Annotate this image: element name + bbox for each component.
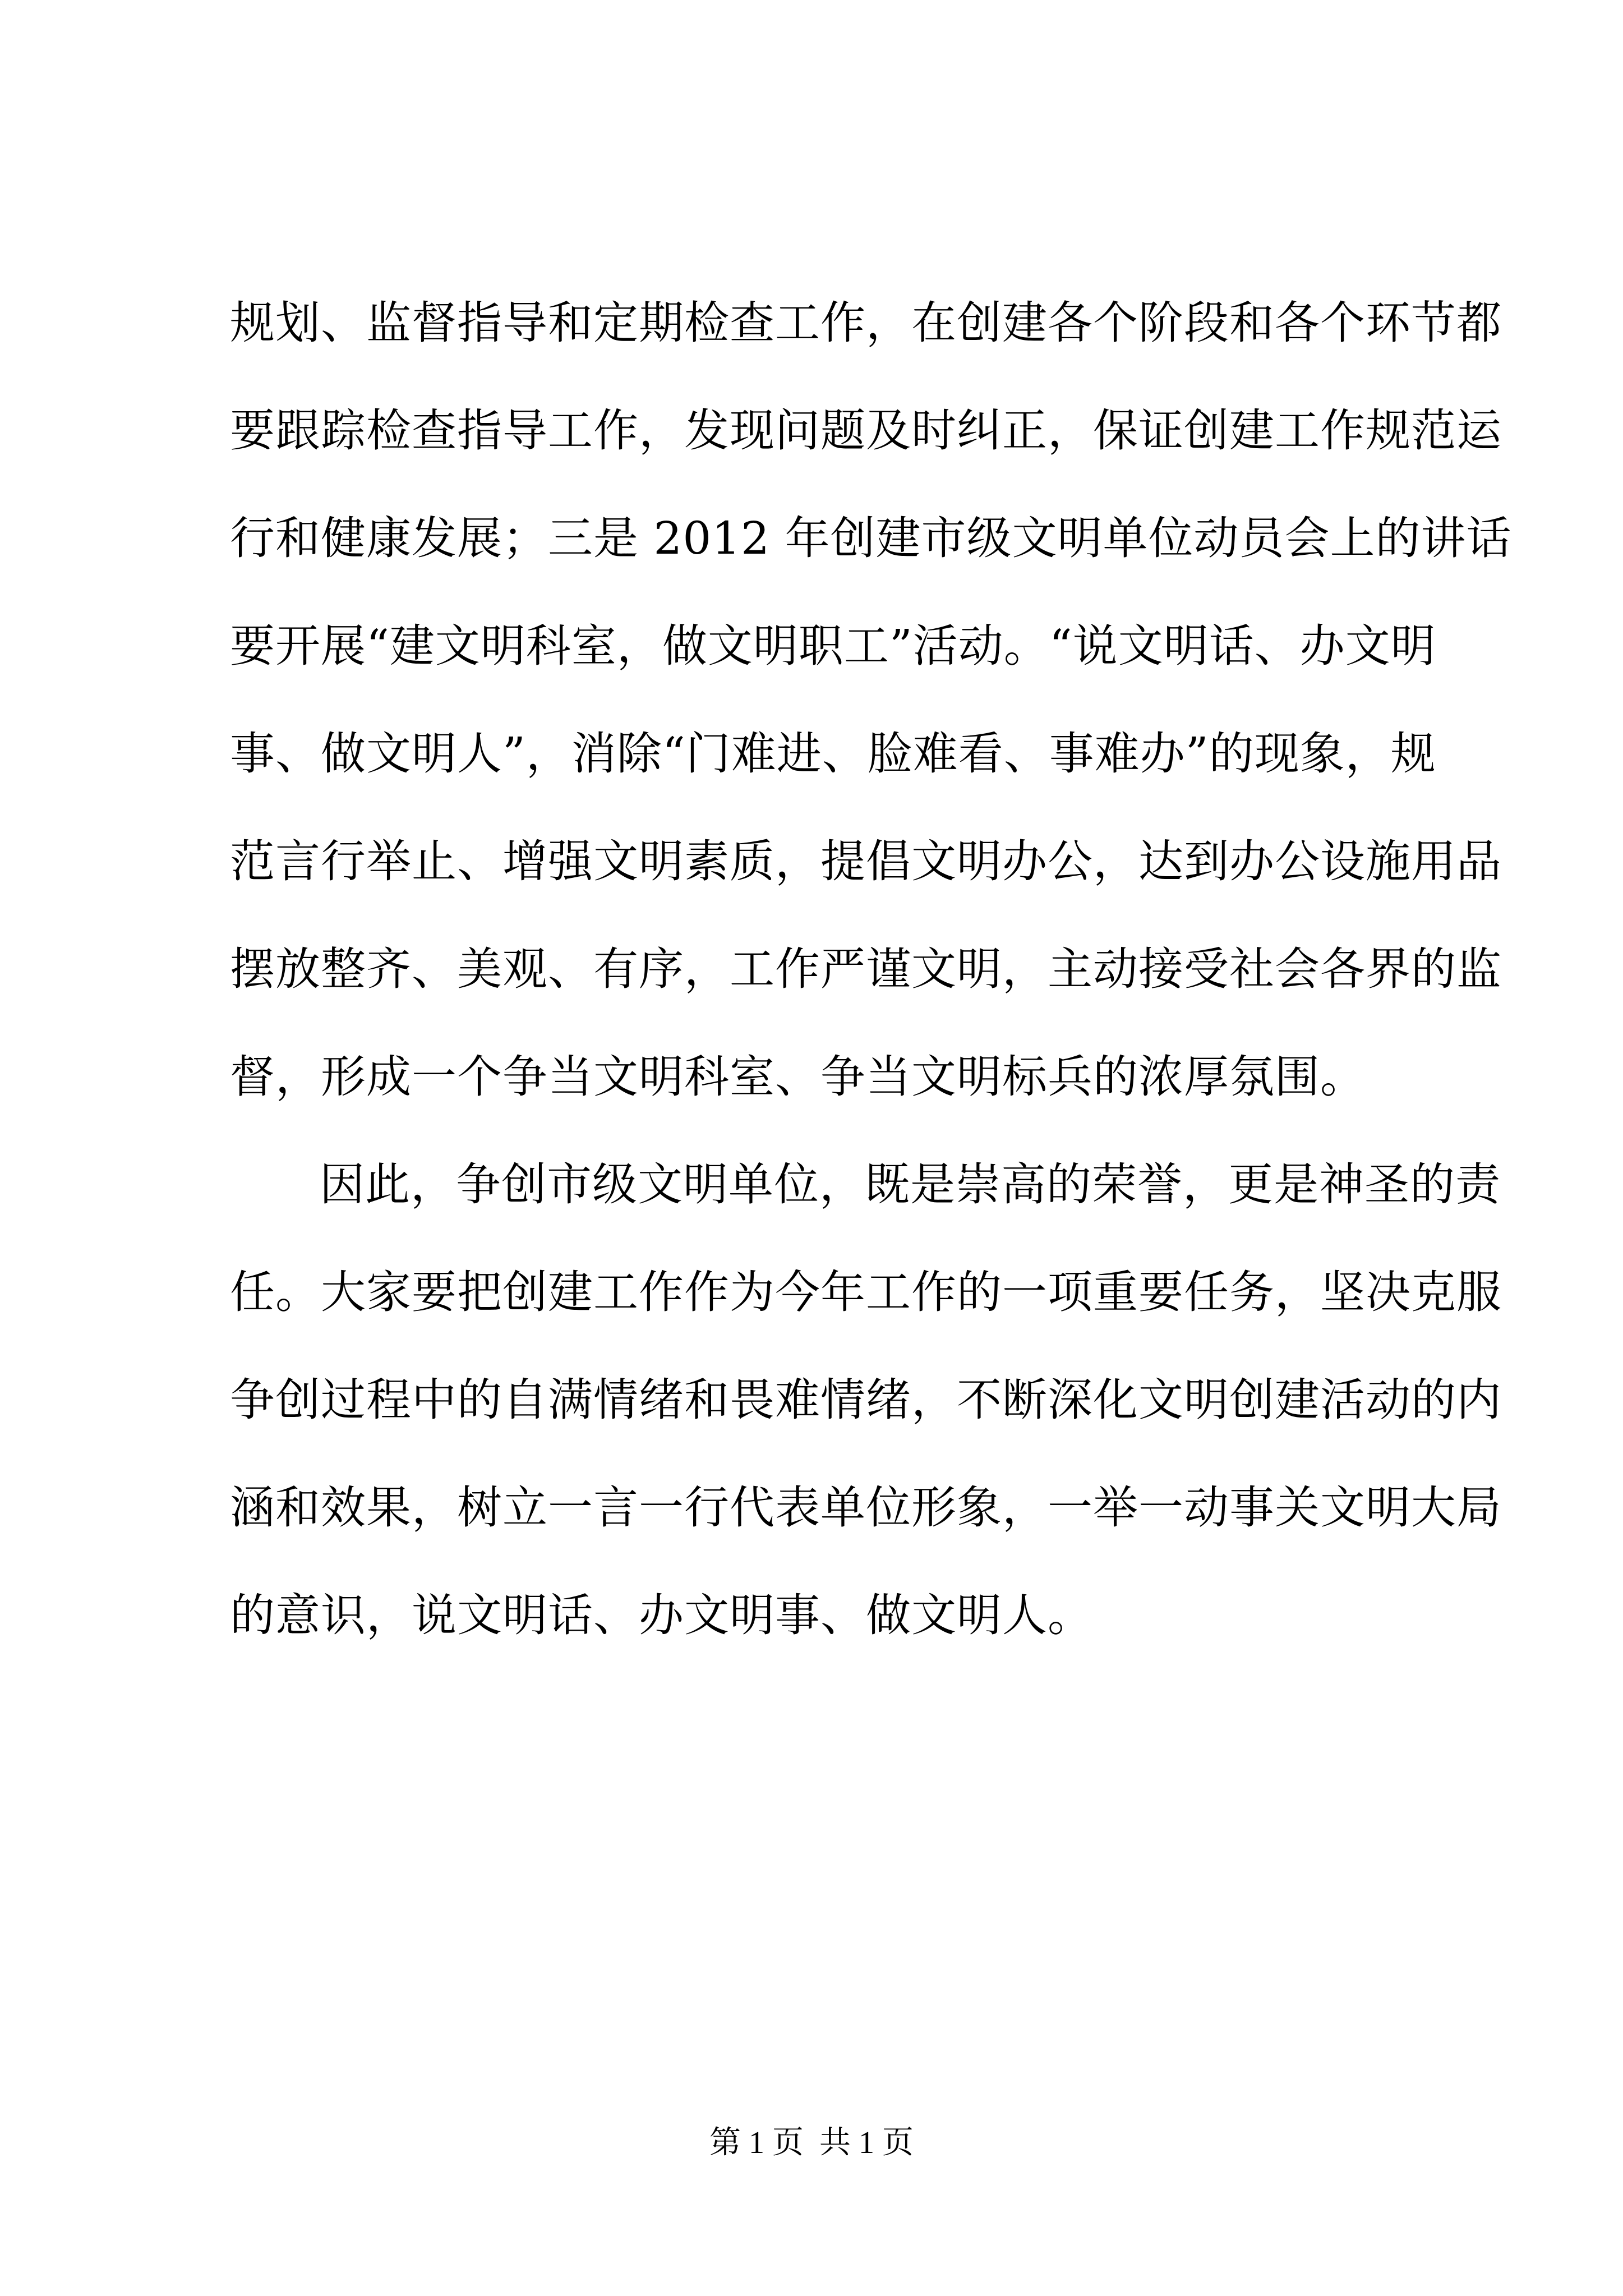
paragraph-1-line-2: 要跟踪检查指导工作，发现问题及时纠正，保证创建工作规范运: [230, 404, 1502, 457]
paragraph-2-line-3: 争创过程中的自满情绪和畏难情绪，不断深化文明创建活动的内: [230, 1374, 1502, 1426]
paragraph-2-line-4: 涵和效果，树立一言一行代表单位形象，一举一动事关文明大局: [230, 1481, 1502, 1534]
paragraph-1-line-6: 范言行举止、增强文明素质，提倡文明办公，达到办公设施用品: [230, 835, 1502, 887]
paragraph-1-line-1: 规划、监督指导和定期检查工作，在创建各个阶段和各个环节都: [230, 297, 1502, 349]
paragraph-1-line-5: 事、做文明人”，消除“门难进、脸难看、事难办”的现象，规: [230, 728, 1436, 780]
paragraph-1-line-8: 督，形成一个争当文明科室、争当文明标兵的浓厚氛围。: [230, 1051, 1366, 1103]
document-body: [230, 269, 1512, 1669]
paragraph-2-line-2: 任。大家要把创建工作作为今年工作的一项重要任务，坚决克服: [230, 1266, 1502, 1318]
paragraph-2-line-5: 的意识，说文明话、办文明事、做文明人。: [230, 1589, 1093, 1641]
page-footer: [0, 2120, 1623, 2165]
paragraph-1-line-7: 摆放整齐、美观、有序，工作严谨文明，主动接受社会各界的监: [230, 943, 1502, 995]
paragraph-1-line-3: 行和健康发展；三是 2012 年创建市级文明单位动员会上的讲话: [230, 512, 1512, 564]
paragraph-2-line-1: 因此，争创市级文明单位，既是崇高的荣誉，更是神圣的责: [320, 1158, 1501, 1211]
page-number-label: 第 1 页 共 1 页: [709, 2125, 914, 2160]
paragraph-1-line-4: 要开展“建文明科室，做文明职工”活动。“说文明话、办文明: [230, 620, 1436, 672]
